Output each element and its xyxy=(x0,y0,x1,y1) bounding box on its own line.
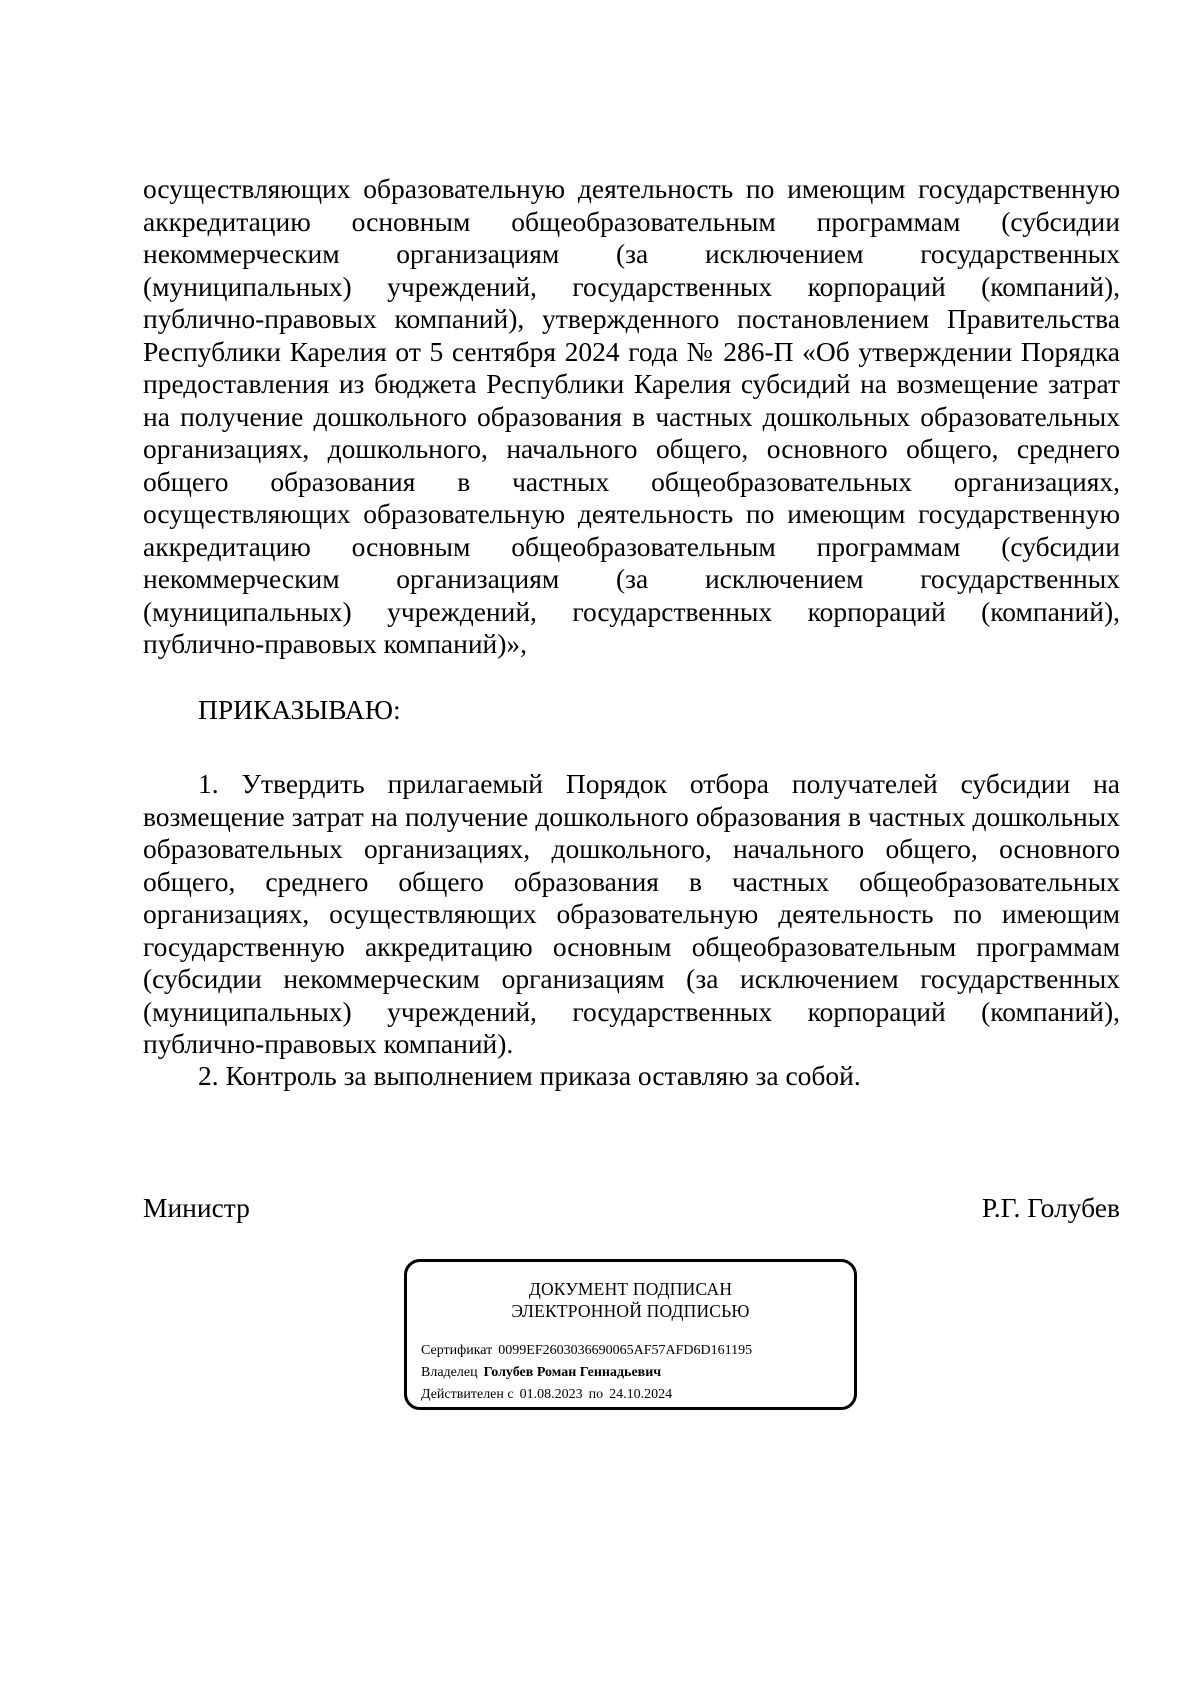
signer-position: Министр xyxy=(143,1192,250,1223)
valid-from-date: 01.08.2023 xyxy=(519,1387,583,1402)
electronic-signature-stamp xyxy=(404,1259,857,1410)
order-item-1: 1. Утвердить прилагаемый Порядок отбора получателей субсидии на возмещение затрат на получение дошкольного образования в частных дошкольных образовательных организациях, дошкольного, начального общего, основного общего, среднего общего образования в частных общеобразовательных организациях, осуществляющих образовательную деятельность по имеющим государственную аккредитацию основным общеобразовательным программам (субсидии некоммерческим организациям (за исключением государственных (муниципальных) учреждений, государственных корпораций (компаний), публично-правовых компаний). xyxy=(143,768,1120,1059)
stamp-title-line-2: ЭЛЕКТРОННОЙ ПОДПИСЬЮ xyxy=(511,1301,750,1321)
intro-paragraph: осуществляющих образовательную деятельность по имеющим государственную аккредитацию основным общеобразовательным программам (субсидии некоммерческим организациям (за исключением государственных (муниципальных) учреждений, государственных корпораций (компаний), публично-правовых компаний), утвержденного постановлением Правительства Республики Карелия от 5 сентября 2024 года № 286-П «Об утверждении Порядка предоставления из бюджета Республики Карелия субсидий на возмещение затрат на получение дошкольного образования в частных дошкольных образовательных организациях, дошкольного, начального общего, основного общего, среднего общего образования в частных общеобразовательных организациях, осуществляющих образовательную деятельность по имеющим государственную аккредитацию основным общеобразовательным программам (субсидии некоммерческим организациям (за исключением государственных (муниципальных) учреждений, государственных корпораций (компаний), публично-правовых компаний)», xyxy=(143,173,1120,659)
stamp-owner xyxy=(421,1364,661,1382)
certificate-label: Сертификат xyxy=(421,1343,493,1358)
signer-name: Р.Г. Голубев xyxy=(981,1192,1120,1223)
order-heading: ПРИКАЗЫВАЮ: xyxy=(198,694,401,725)
owner-value: Голубев Роман Геннадьевич xyxy=(483,1365,662,1380)
stamp-title xyxy=(407,1278,854,1322)
stamp-certificate xyxy=(421,1342,752,1360)
stamp-title-line-1: ДОКУМЕНТ ПОДПИСАН xyxy=(528,1279,733,1299)
valid-to-label: по xyxy=(588,1387,604,1402)
stamp-validity xyxy=(421,1386,672,1404)
valid-to-date: 24.10.2024 xyxy=(609,1387,673,1402)
certificate-value: 0099EF2603036690065AF57AFD6D161195 xyxy=(498,1343,753,1358)
valid-from-label: Действителен с xyxy=(421,1387,514,1402)
order-item-2: 2. Контроль за выполнением приказа оставляю за собой. xyxy=(198,1060,861,1091)
owner-label: Владелец xyxy=(421,1365,478,1380)
signature-block xyxy=(143,1192,1120,1225)
